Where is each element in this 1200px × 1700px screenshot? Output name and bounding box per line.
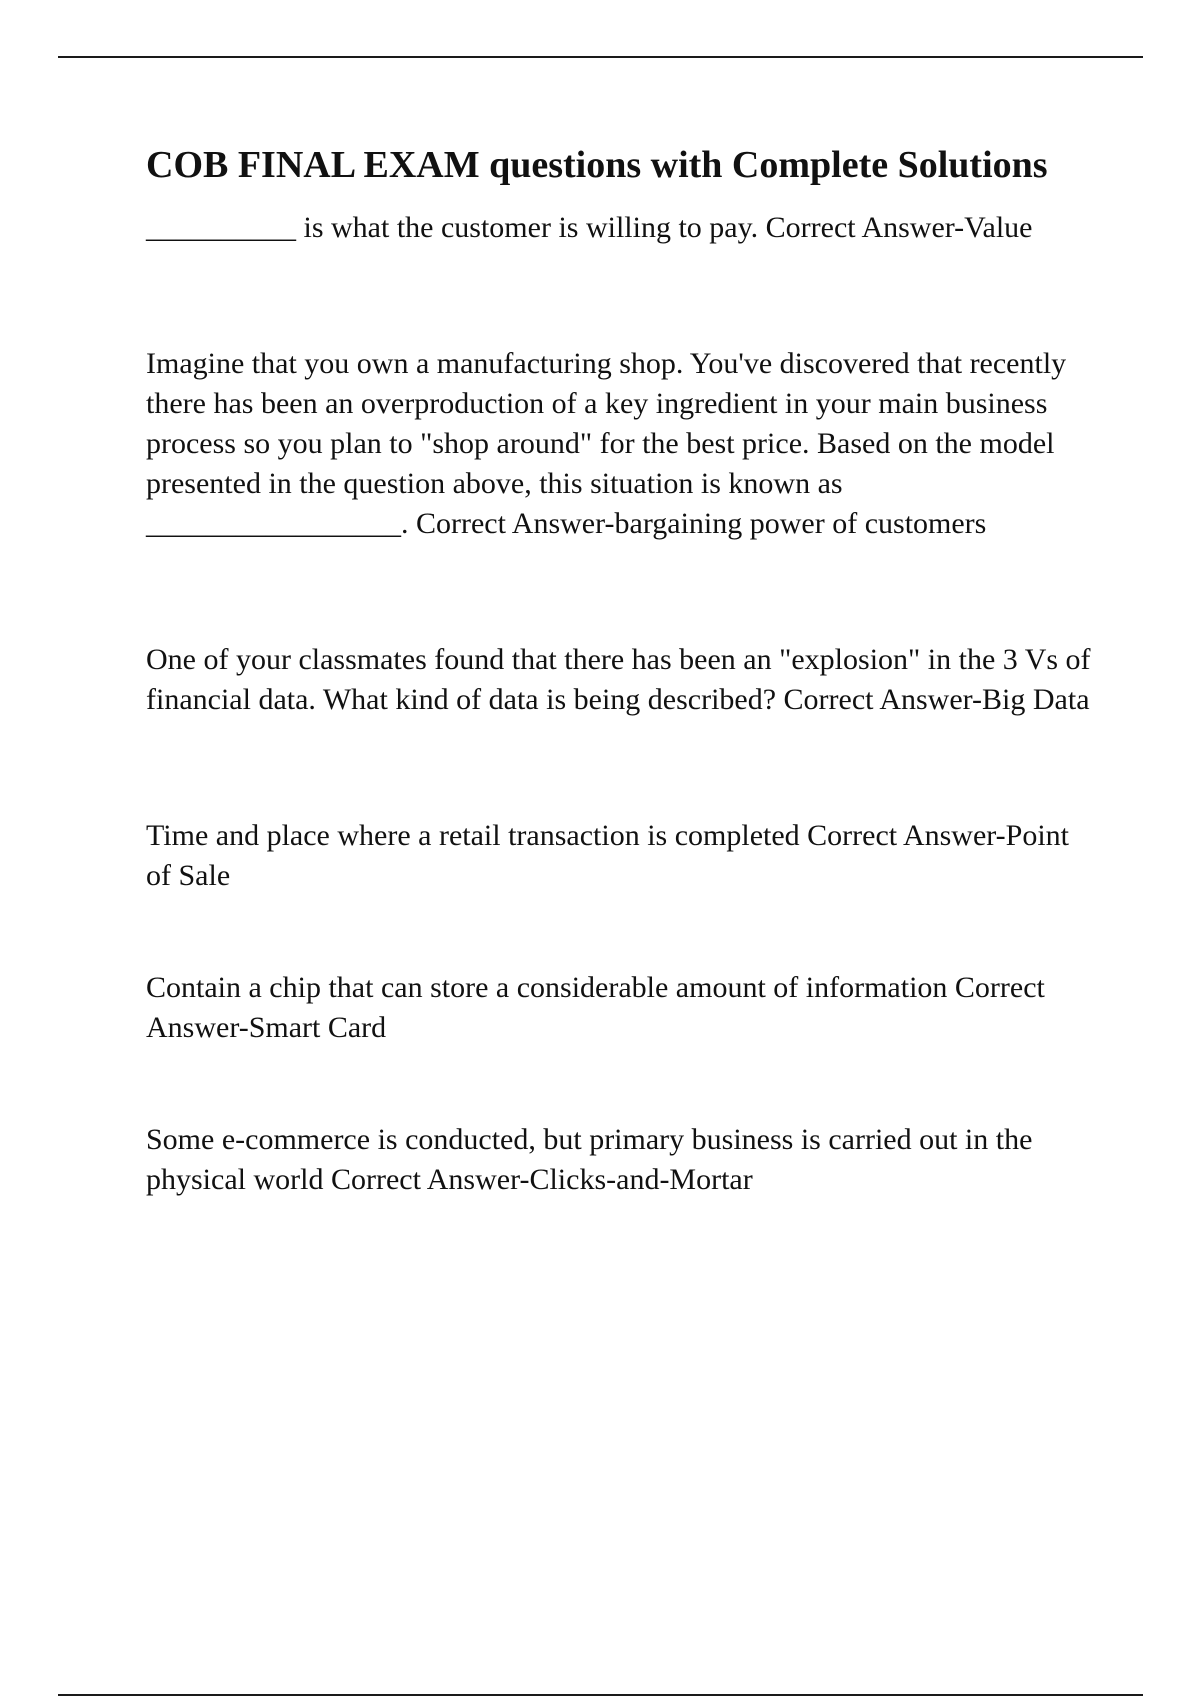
question-item-1: __________ is what the customer is willing to pay. Correct Answer-Value bbox=[146, 211, 1033, 244]
document-body bbox=[146, 140, 1096, 1300]
question-item-5: Contain a chip that can store a considerable amount of information Correct Answer-Smart Card bbox=[146, 971, 1045, 1044]
document-title: COB FINAL EXAM questions with Complete Solutions bbox=[146, 144, 1048, 186]
question-item-4: Time and place where a retail transaction is completed Correct Answer-Point of Sale bbox=[146, 819, 1070, 892]
question-list bbox=[146, 208, 1096, 1200]
question-item-6: Some e-commerce is conducted, but primary business is carried out in the physical world Correct Answer-Clicks-and-Mortar bbox=[146, 1123, 1033, 1196]
question-item-2: Imagine that you own a manufacturing shop. You've discovered that recently there has been an overproduction of a key ingredient in your main business process so you plan to "shop around" for the best price. Based on the model presented in the question above, this situation is known as _________________. Correct Answer-bargaining power of customers bbox=[146, 347, 1067, 540]
question-item-3: One of your classmates found that there has been an "explosion" in the 3 Vs of financial data. What kind of data is being described? Correct Answer-Big Data bbox=[146, 643, 1091, 716]
footer-rule bbox=[58, 1694, 1143, 1696]
header-rule bbox=[58, 56, 1143, 58]
